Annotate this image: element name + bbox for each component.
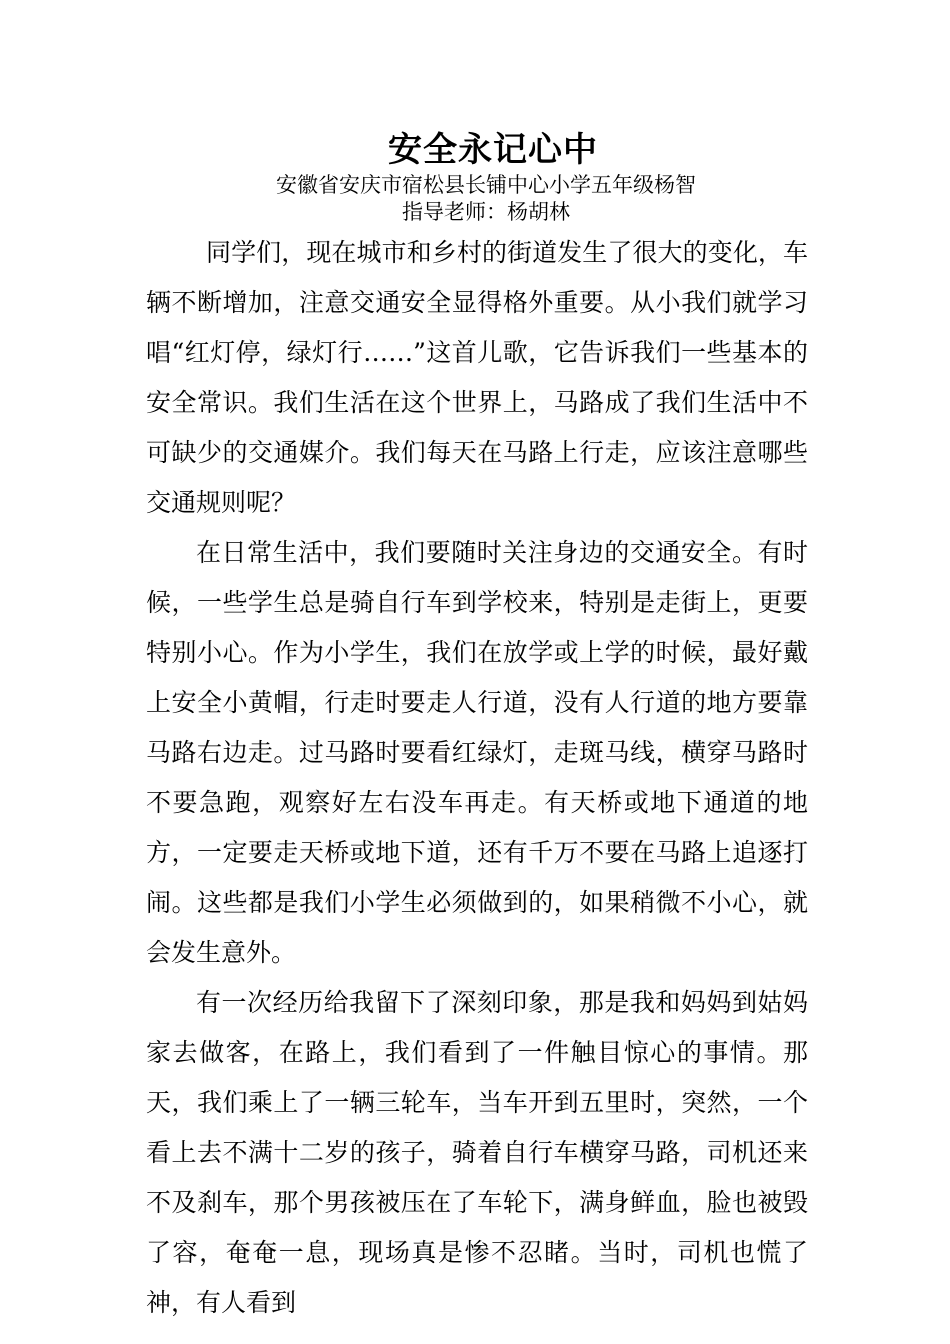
document-title: 安全永记心中	[388, 130, 598, 170]
paragraph-3: 有一次经历给我留下了深刻印象，那是我和妈妈到姑妈家去做客，在路上，我们看到了一件触目惊心的事情。那天，我们乘上了一辆三轮车，当车开到五里时，突然，一个看上去不满十二岁的孩子，骑着自行车横穿马路，司机还来不及刹车，那个男孩被压在了车轮下，满身鲜血，脸也被毁了容，奄奄一息，现场真是惨不忍睹。当时，司机也慌了神，有人看到	[146, 988, 808, 1317]
teacher-line: 指导老师：杨胡林	[402, 200, 570, 224]
author-line: 安徽省安庆市宿松县长铺中心小学五年级杨智	[276, 173, 696, 197]
paragraph-1: 同学们，现在城市和乡村的街道发生了很大的变化，车辆不断增加，注意交通安全显得格外重要。从小我们就学习唱“红灯停，绿灯行……”这首儿歌，它告诉我们一些基本的安全常识。我们生活在这个世界上，马路成了我们生活中不可缺少的交通媒介。我们每天在马路上行走，应该注意哪些交通规则呢？	[146, 238, 808, 517]
document-body	[146, 228, 808, 1328]
paragraph-2: 在日常生活中，我们要随时关注身边的交通安全。有时候，一些学生总是骑自行车到学校来，特别是走街上，更要特别小心。作为小学生，我们在放学或上学的时候，最好戴上安全小黄帽，行走时要走人行道，没有人行道的地方要靠马路右边走。过马路时要看红绿灯，走斑马线，横穿马路时不要急跑，观察好左右没车再走。有天桥或地下通道的地方，一定要走天桥或地下道，还有千万不要在马路上追逐打闹。这些都是我们小学生必须做到的，如果稍微不小心，就会发生意外。	[146, 538, 808, 967]
